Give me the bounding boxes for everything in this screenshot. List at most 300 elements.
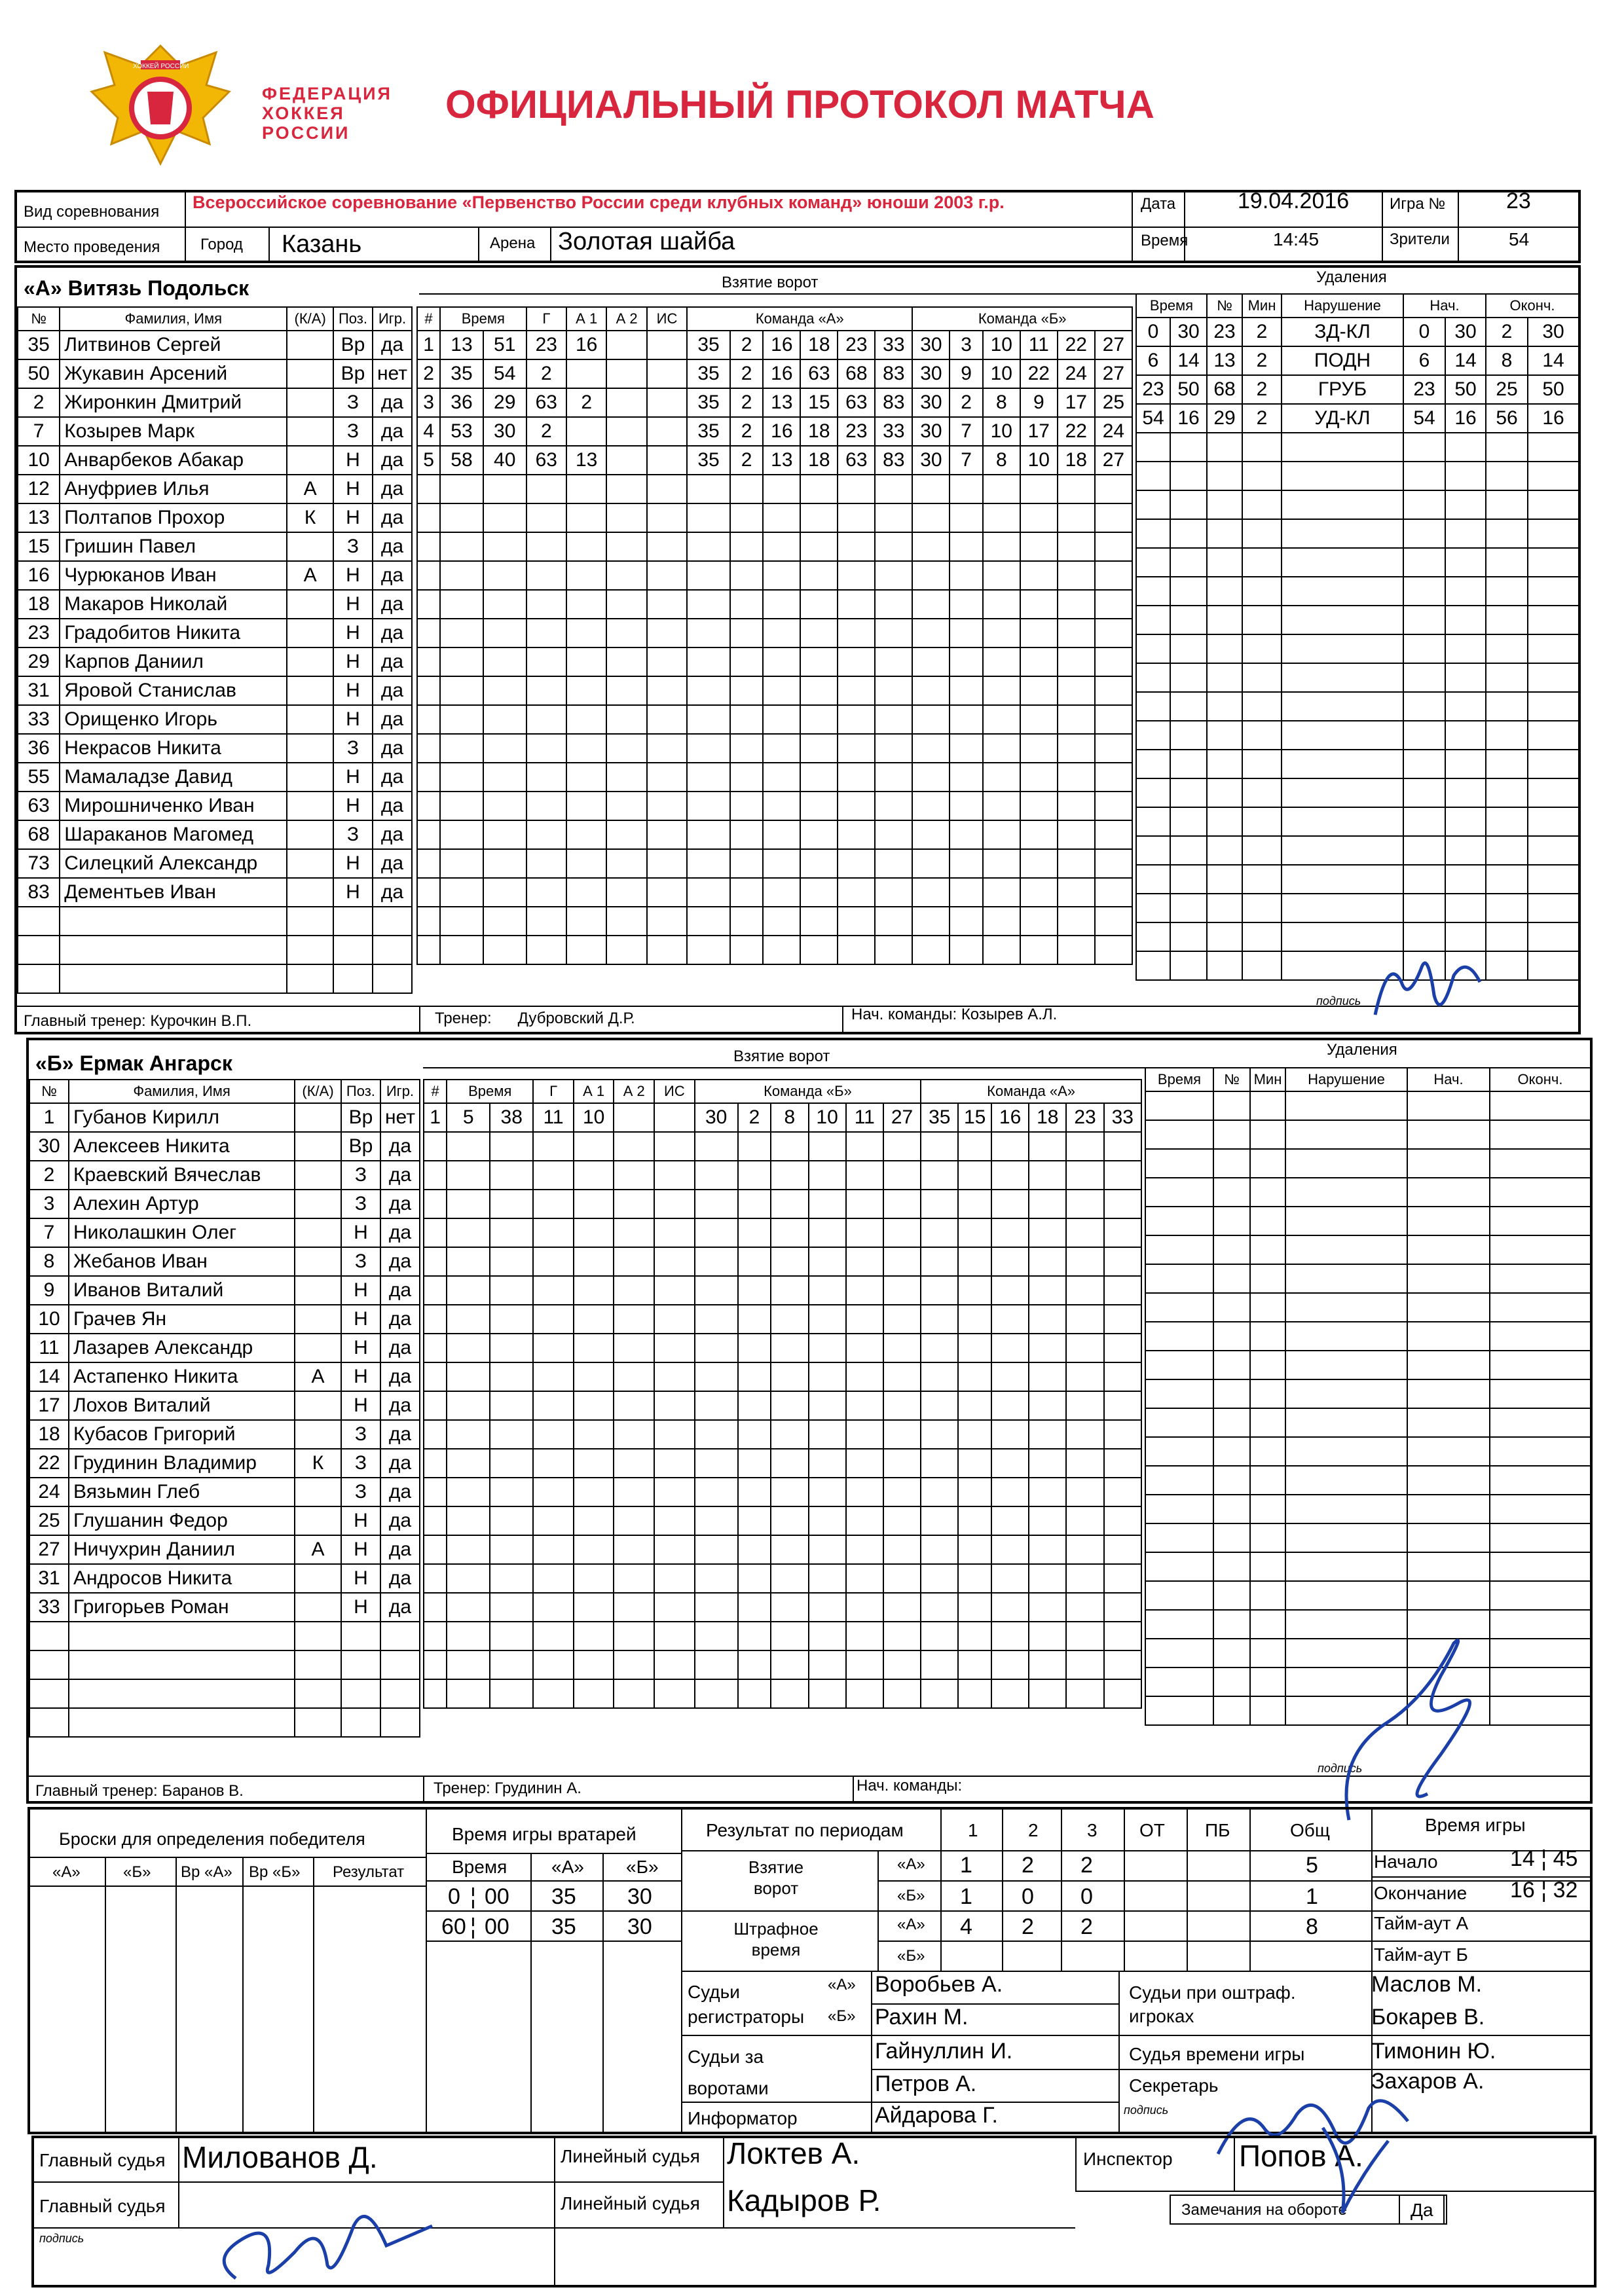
on-ice-player <box>883 1391 921 1420</box>
player-played: да <box>373 503 412 532</box>
on-ice-player <box>695 1190 738 1218</box>
penalty-cell <box>1407 1351 1490 1379</box>
on-ice-player <box>991 1161 1029 1190</box>
on-ice-player <box>983 619 1020 647</box>
so-col-result: Результат <box>333 1863 405 1881</box>
player-role <box>287 878 333 907</box>
on-ice-player <box>991 1478 1029 1506</box>
secretary-value: Захаров А. <box>1371 2069 1485 2094</box>
goal-row <box>424 1535 1141 1564</box>
on-ice-player <box>883 1506 921 1535</box>
penalty-tm <box>1136 692 1170 721</box>
on-ice-player: 2 <box>730 359 763 388</box>
on-ice-player <box>763 763 800 792</box>
roster-row <box>18 763 412 792</box>
on-ice-player: 35 <box>687 446 730 475</box>
goal-scorer <box>526 532 566 561</box>
penalty-viol <box>1282 548 1403 577</box>
penalty-cell <box>1145 1667 1213 1696</box>
on-ice-player <box>1095 647 1132 676</box>
player-name <box>69 1650 295 1679</box>
penalty-min <box>1242 750 1282 778</box>
penalty-es <box>1528 577 1579 606</box>
penalty-cell <box>1490 1523 1591 1552</box>
on-ice-player <box>1020 820 1058 849</box>
on-ice-player <box>875 763 912 792</box>
on-ice-player <box>838 503 875 532</box>
goal-num <box>424 1334 447 1362</box>
col-pen-min: Мин <box>1242 294 1282 318</box>
penalty-tm <box>1136 778 1170 807</box>
on-ice-player <box>958 1535 991 1564</box>
goal-situation <box>654 1420 695 1449</box>
penalty-ss <box>1445 865 1486 894</box>
player-name: Литвинов Сергей <box>60 331 287 359</box>
on-ice-player <box>800 820 838 849</box>
on-ice-player <box>800 647 838 676</box>
player-role: А <box>287 475 333 503</box>
penalty-min <box>1242 433 1282 462</box>
player-position: З <box>333 532 373 561</box>
penalty-row <box>1145 1322 1591 1351</box>
on-ice-player <box>1104 1391 1141 1420</box>
player-played <box>373 936 412 964</box>
goal-situation <box>654 1305 695 1334</box>
goal-judge-2: Петров А. <box>875 2071 977 2096</box>
goal-situation <box>647 446 687 475</box>
on-ice-player: 27 <box>1095 359 1132 388</box>
on-ice-player <box>1020 936 1058 964</box>
player-played: да <box>380 1247 420 1276</box>
team-b-roster <box>29 1079 420 1738</box>
goal-assist-2 <box>614 1391 654 1420</box>
penalty-row <box>1145 1523 1591 1552</box>
penalty-cell <box>1490 1552 1591 1581</box>
goal-situation <box>647 907 687 936</box>
on-ice-player <box>912 820 950 849</box>
player-number <box>29 1708 69 1737</box>
penalty-viol <box>1282 663 1403 692</box>
on-ice-player <box>991 1132 1029 1161</box>
on-ice-player <box>1058 792 1095 820</box>
penalty-cell <box>1285 1552 1407 1581</box>
goal-row <box>417 705 1132 734</box>
penalty-cell <box>1490 1091 1591 1120</box>
on-ice-player <box>1029 1622 1066 1650</box>
player-name: Андросов Никита <box>69 1564 295 1593</box>
player-position: Н <box>333 647 373 676</box>
on-ice-player <box>838 532 875 561</box>
on-ice-player <box>958 1190 991 1218</box>
goal-situation <box>647 503 687 532</box>
on-ice-player <box>991 1218 1029 1247</box>
goal-assist-1 <box>574 1362 614 1391</box>
goal-second <box>483 907 526 936</box>
player-name: Вязьмин Глеб <box>69 1478 295 1506</box>
player-number <box>29 1650 69 1679</box>
penalty-cell <box>1250 1667 1285 1696</box>
gk-row1-sec: 00 <box>485 1884 509 1909</box>
team-a-title: «А» Витязь Подольск <box>24 276 249 300</box>
player-played <box>380 1679 420 1708</box>
on-ice-player <box>875 734 912 763</box>
goal-second <box>490 1276 533 1305</box>
penalty-cell <box>1407 1523 1490 1552</box>
on-ice-player <box>1104 1218 1141 1247</box>
player-position: З <box>333 734 373 763</box>
on-ice-player <box>1066 1650 1103 1679</box>
on-ice-player <box>1066 1478 1103 1506</box>
goal-assist-1 <box>574 1247 614 1276</box>
penalty-cell <box>1285 1207 1407 1235</box>
on-ice-player <box>730 503 763 532</box>
player-position: Вр <box>333 331 373 359</box>
player-position: З <box>341 1190 380 1218</box>
on-ice-player <box>846 1391 883 1420</box>
penalty-num <box>1207 894 1242 922</box>
penalty-min <box>1242 951 1282 980</box>
player-number: 7 <box>29 1218 69 1247</box>
goal-scorer <box>526 907 566 936</box>
penalty-em <box>1486 721 1528 750</box>
player-name: Алексеев Никита <box>69 1132 295 1161</box>
penalties-header <box>1145 1068 1591 1091</box>
player-number: 3 <box>29 1190 69 1218</box>
player-name: Козырев Марк <box>60 417 287 446</box>
goal-second <box>483 676 526 705</box>
period-goals-a-3: 2 <box>1080 1853 1093 1878</box>
on-ice-player: 63 <box>838 388 875 417</box>
penalty-min <box>1242 721 1282 750</box>
goal-second: 29 <box>483 388 526 417</box>
player-number: 22 <box>29 1449 69 1478</box>
goal-assist-2 <box>606 792 646 820</box>
on-ice-player: 2 <box>738 1103 771 1132</box>
secretary-signature-label: подпись <box>1124 2104 1169 2117</box>
on-ice-player <box>800 907 838 936</box>
player-position: З <box>341 1161 380 1190</box>
arena-value: Золотая шайба <box>558 228 735 255</box>
goal-row <box>424 1132 1141 1161</box>
goal-minute <box>447 1247 490 1276</box>
goal-minute <box>447 1506 490 1535</box>
penalty-row <box>1136 663 1579 692</box>
player-number: 18 <box>18 590 60 619</box>
goal-num <box>424 1478 447 1506</box>
main-judge-signature <box>196 2187 445 2291</box>
goal-assist-1 <box>566 590 606 619</box>
penalty-cell <box>1285 1466 1407 1495</box>
goals-header <box>417 307 1132 331</box>
on-ice-player <box>875 820 912 849</box>
on-ice-player <box>1095 705 1132 734</box>
on-ice-player <box>1104 1161 1141 1190</box>
penalty-row <box>1145 1178 1591 1207</box>
player-played: да <box>373 561 412 590</box>
on-ice-player <box>1020 561 1058 590</box>
penalty-num: 23 <box>1207 318 1242 346</box>
goal-minute <box>447 1132 490 1161</box>
goal-scorer <box>526 849 566 878</box>
on-ice-player <box>1095 590 1132 619</box>
on-ice-player <box>875 532 912 561</box>
on-ice-player <box>983 734 1020 763</box>
on-ice-player <box>958 1132 991 1161</box>
goal-row <box>424 1478 1141 1506</box>
player-played: да <box>373 792 412 820</box>
roster-row <box>18 331 412 359</box>
goal-minute: 5 <box>447 1103 490 1132</box>
on-ice-player <box>1095 936 1132 964</box>
on-ice-player <box>1058 849 1095 878</box>
goal-minute <box>447 1305 490 1334</box>
on-ice-player <box>1104 1362 1141 1391</box>
penalty-em <box>1486 692 1528 721</box>
on-ice-player: 33 <box>875 331 912 359</box>
penalty-row <box>1136 433 1579 462</box>
goal-num <box>424 1506 447 1535</box>
goal-situation <box>647 763 687 792</box>
penalty-ss <box>1445 836 1486 865</box>
on-ice-player <box>809 1362 846 1391</box>
goal-assist-1 <box>574 1622 614 1650</box>
on-ice-player <box>875 503 912 532</box>
on-ice-player <box>883 1276 921 1305</box>
goal-scorer <box>533 1362 574 1391</box>
on-ice-player <box>800 849 838 878</box>
on-ice-player <box>771 1276 808 1305</box>
on-ice-player <box>800 792 838 820</box>
player-position <box>333 936 373 964</box>
on-ice-player <box>846 1420 883 1449</box>
player-played: да <box>373 619 412 647</box>
goal-row <box>424 1622 1141 1650</box>
on-ice-player <box>1029 1564 1066 1593</box>
on-ice-player <box>1058 878 1095 907</box>
penalty-em <box>1486 606 1528 634</box>
penalty-es <box>1528 721 1579 750</box>
goal-row <box>424 1679 1141 1708</box>
penalty-es: 16 <box>1528 404 1579 433</box>
goal-minute <box>440 475 483 503</box>
goal-scorer <box>533 1593 574 1622</box>
goal-minute <box>447 1276 490 1305</box>
on-ice-player <box>991 1449 1029 1478</box>
penalty-cell <box>1250 1264 1285 1293</box>
team-b-goals-table <box>423 1079 1142 1709</box>
on-ice-player: 30 <box>912 388 950 417</box>
goal-assist-2 <box>606 907 646 936</box>
on-ice-player <box>695 1593 738 1622</box>
penalty-em: 25 <box>1486 375 1528 404</box>
goal-assist-2 <box>606 763 646 792</box>
player-position: Н <box>333 475 373 503</box>
goal-assist-2 <box>606 590 646 619</box>
player-played: да <box>380 1190 420 1218</box>
on-ice-player <box>800 619 838 647</box>
goal-assist-2 <box>606 532 646 561</box>
on-ice-player <box>1104 1247 1141 1276</box>
team-a-captain-signature <box>1362 943 1493 1034</box>
on-ice-player: 24 <box>1058 359 1095 388</box>
player-role: А <box>295 1535 341 1564</box>
goal-second: 40 <box>483 446 526 475</box>
on-ice-player <box>1095 792 1132 820</box>
penalty-min: 2 <box>1242 404 1282 433</box>
goal-minute <box>440 734 483 763</box>
goal-situation <box>647 792 687 820</box>
goal-minute: 13 <box>440 331 483 359</box>
goal-row <box>424 1564 1141 1593</box>
on-ice-player <box>912 936 950 964</box>
on-ice-player <box>1095 619 1132 647</box>
on-ice-player <box>809 1305 846 1334</box>
roster-row <box>29 1305 420 1334</box>
player-role <box>287 446 333 475</box>
player-number: 55 <box>18 763 60 792</box>
goal-situation <box>647 849 687 878</box>
start-value: 14 ¦ 45 <box>1510 1846 1578 1871</box>
goal-row <box>417 331 1132 359</box>
player-position: Н <box>333 878 373 907</box>
on-ice-player <box>983 907 1020 936</box>
penalty-cell <box>1490 1207 1591 1235</box>
goal-assist-1 <box>574 1190 614 1218</box>
goal-situation <box>647 331 687 359</box>
col-ka: (К/А) <box>295 1080 341 1103</box>
on-ice-player <box>912 792 950 820</box>
penalty-cell <box>1213 1235 1250 1264</box>
col-on-ice-second: Команда «Б» <box>912 307 1132 331</box>
player-role <box>295 1391 341 1420</box>
penalty-num: 68 <box>1207 375 1242 404</box>
on-ice-player: 16 <box>763 417 800 446</box>
goal-second <box>483 936 526 964</box>
penalty-cell <box>1490 1610 1591 1639</box>
player-number: 9 <box>29 1276 69 1305</box>
on-ice-player <box>687 647 730 676</box>
on-ice-player <box>738 1420 771 1449</box>
on-ice-player <box>763 619 800 647</box>
time-value: 14:45 <box>1273 229 1320 249</box>
goal-row <box>417 763 1132 792</box>
penalty-cell <box>1145 1091 1213 1120</box>
goal-assist-2 <box>614 1190 654 1218</box>
penalty-row <box>1145 1408 1591 1437</box>
on-ice-player <box>730 475 763 503</box>
penalty-sm <box>1403 721 1445 750</box>
goal-minute <box>447 1564 490 1593</box>
gk-row2-a: 35 <box>551 1914 576 1939</box>
on-ice-player <box>875 590 912 619</box>
on-ice-player <box>950 561 982 590</box>
player-number: 1 <box>29 1103 69 1132</box>
roster-row <box>29 1334 420 1362</box>
on-ice-player <box>1029 1650 1066 1679</box>
roster-row <box>29 1161 420 1190</box>
penalty-cell <box>1250 1351 1285 1379</box>
so-col-gk-b: Вр «Б» <box>249 1863 301 1881</box>
player-number <box>18 907 60 936</box>
penalty-ts <box>1170 548 1207 577</box>
on-ice-player <box>1066 1218 1103 1247</box>
on-ice-player <box>1066 1506 1103 1535</box>
on-ice-player <box>771 1478 808 1506</box>
goal-assist-2 <box>606 647 646 676</box>
on-ice-player <box>883 1334 921 1362</box>
penalty-tm <box>1136 548 1170 577</box>
player-role <box>295 1679 341 1708</box>
goal-assist-1 <box>574 1334 614 1362</box>
goal-assist-2 <box>614 1334 654 1362</box>
on-ice-player <box>738 1593 771 1622</box>
on-ice-player <box>921 1478 958 1506</box>
on-ice-player <box>1058 475 1095 503</box>
penalty-tm <box>1136 519 1170 548</box>
player-name: Некрасов Никита <box>60 734 287 763</box>
penalty-ts <box>1170 865 1207 894</box>
col-assist-1: А 1 <box>574 1080 614 1103</box>
goal-scorer <box>533 1449 574 1478</box>
on-ice-player <box>838 820 875 849</box>
penalty-ts: 14 <box>1170 346 1207 375</box>
penalty-cell <box>1213 1178 1250 1207</box>
on-ice-player <box>763 878 800 907</box>
penalty-cell <box>1213 1091 1250 1120</box>
on-ice-player <box>846 1161 883 1190</box>
on-ice-player <box>763 475 800 503</box>
goal-second <box>483 878 526 907</box>
roster-row <box>18 849 412 878</box>
roster-row <box>29 1276 420 1305</box>
goal-second <box>490 1535 533 1564</box>
penalty-ss <box>1445 807 1486 836</box>
player-position: З <box>341 1247 380 1276</box>
goal-assist-2 <box>614 1679 654 1708</box>
on-ice-player <box>771 1622 808 1650</box>
penalty-es <box>1528 836 1579 865</box>
on-ice-player: 3 <box>950 331 982 359</box>
goal-num <box>417 820 440 849</box>
penalty-sm <box>1403 894 1445 922</box>
goal-assist-1 <box>566 676 606 705</box>
penalty-cell <box>1285 1351 1407 1379</box>
goal-scorer <box>526 820 566 849</box>
penalty-viol <box>1282 577 1403 606</box>
goal-row <box>417 849 1132 878</box>
on-ice-player <box>763 820 800 849</box>
on-ice-player <box>991 1334 1029 1362</box>
team-a-signature-label: подпись <box>1316 994 1361 1008</box>
penalty-ss <box>1445 433 1486 462</box>
penalty-row <box>1145 1437 1591 1466</box>
period-col-3: 3 <box>1087 1820 1098 1840</box>
penalty-cell <box>1407 1207 1490 1235</box>
goal-row <box>417 734 1132 763</box>
penalty-cell <box>1490 1495 1591 1523</box>
goal-second <box>490 1334 533 1362</box>
on-ice-player <box>763 590 800 619</box>
penalty-num <box>1207 692 1242 721</box>
player-role <box>295 1190 341 1218</box>
on-ice-player <box>1058 705 1095 734</box>
player-role <box>287 964 333 993</box>
on-ice-player <box>1029 1362 1066 1391</box>
player-position: З <box>341 1420 380 1449</box>
penalty-cell <box>1145 1639 1213 1667</box>
goal-row <box>424 1593 1141 1622</box>
goal-assist-1: 16 <box>566 331 606 359</box>
